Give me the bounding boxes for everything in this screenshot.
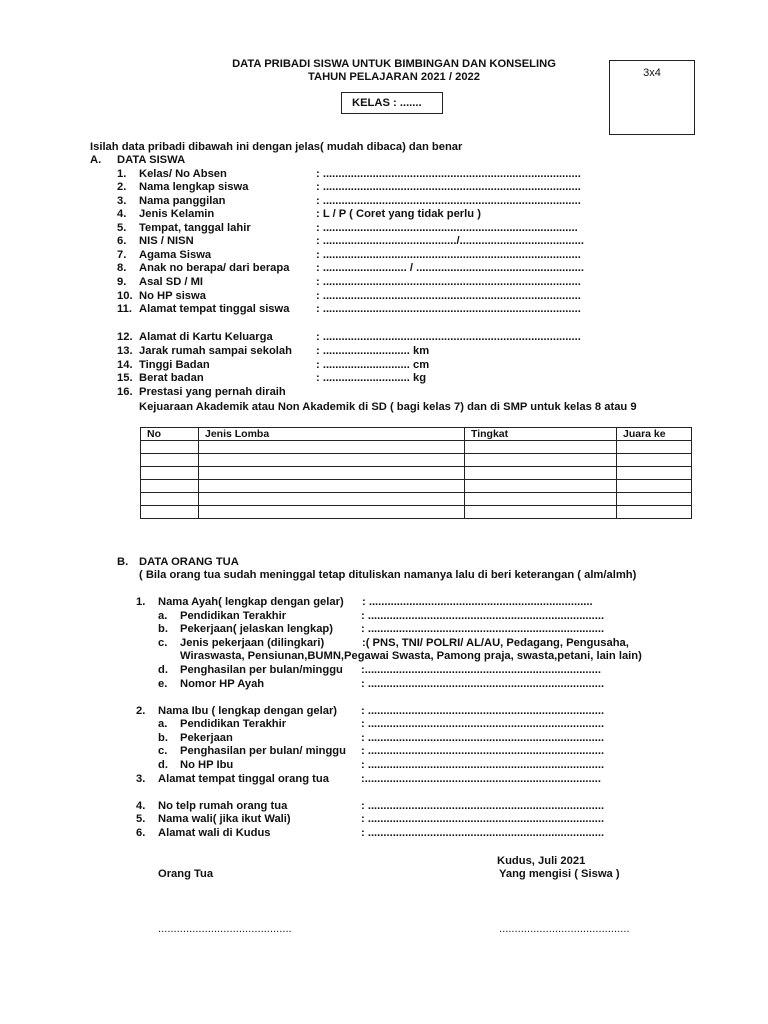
table-row — [141, 480, 692, 493]
field-label: Nama lengkap siswa — [139, 181, 249, 193]
item-number: 1. — [136, 596, 146, 608]
place-date: Kudus, Juli 2021 — [497, 855, 586, 867]
item-number: 2. — [117, 181, 127, 193]
field-value[interactable]: : ............................................................................ — [361, 745, 605, 757]
item-number: 1. — [117, 168, 127, 180]
field-value[interactable]: :............................................................................ — [361, 773, 601, 785]
field-label: Nama Ayah( lengkap dengan gelar) — [158, 596, 344, 608]
field-label: Anak no berapa/ dari berapa — [139, 262, 290, 274]
section-b-title: DATA ORANG TUA — [139, 556, 239, 568]
col-no: No — [141, 428, 199, 441]
sub-letter: a. — [158, 718, 168, 730]
item-number: 15. — [117, 372, 133, 384]
item-number: 6. — [136, 827, 146, 839]
field-value[interactable]: : ................................................................................... — [316, 303, 581, 315]
field-value[interactable]: : ............................................................................ — [361, 732, 605, 744]
col-tingkat: Tingkat — [465, 428, 617, 441]
field-label: Jenis Kelamin — [139, 208, 215, 220]
field-value[interactable]: : ................................................................................... — [316, 195, 581, 207]
field-label: Jarak rumah sampai sekolah — [139, 345, 292, 357]
col-jenis-lomba: Jenis Lomba — [199, 428, 465, 441]
field-value[interactable]: : ................................................................................... — [316, 331, 581, 343]
signature-left-line[interactable]: ........................................... — [158, 923, 292, 935]
sub-letter: c. — [158, 745, 168, 757]
item-number: 2. — [136, 705, 146, 717]
field-value[interactable]: : ............................ cm — [316, 359, 430, 371]
section-a-letter: A. — [90, 154, 102, 166]
section-a-title: DATA SISWA — [117, 154, 186, 166]
item-number: 4. — [117, 208, 127, 220]
table-cell[interactable] — [141, 467, 199, 480]
field-label: Tinggi Badan — [139, 359, 210, 371]
item-number: 5. — [136, 813, 146, 825]
field-value[interactable]: : L / P ( Coret yang tidak perlu ) — [316, 208, 481, 220]
table-cell[interactable] — [465, 480, 617, 493]
field-label: Asal SD / MI — [139, 276, 204, 288]
table-cell[interactable] — [617, 506, 692, 519]
table-cell[interactable] — [199, 493, 465, 506]
signature-right-line[interactable]: .......................................... — [499, 923, 630, 935]
item-number: 13. — [117, 345, 133, 357]
field-label: Pendidikan Terakhir — [180, 610, 287, 622]
sub-letter: a. — [158, 610, 168, 622]
field-value[interactable]: : ................................................................................... — [316, 168, 581, 180]
table-row — [141, 493, 692, 506]
field-label: Penghasilan per bulan/minggu — [180, 664, 343, 676]
sub-letter: d. — [158, 664, 168, 676]
table-cell[interactable] — [199, 441, 465, 454]
field-value[interactable]: : ............................................................................ — [361, 718, 605, 730]
table-cell[interactable] — [199, 454, 465, 467]
field-label: Alamat di Kartu Keluarga — [139, 331, 273, 343]
table-cell[interactable] — [141, 480, 199, 493]
table-cell[interactable] — [465, 454, 617, 467]
table-cell[interactable] — [199, 467, 465, 480]
item-number: 9. — [117, 276, 127, 288]
field-value[interactable]: : .........................................../........................................ — [316, 235, 584, 247]
table-cell[interactable] — [141, 506, 199, 519]
item-number: 16. — [117, 386, 133, 398]
sub-letter: c. — [158, 637, 168, 649]
photo-size-label: 3x4 — [643, 67, 661, 79]
field-value[interactable]: : ............................ kg — [316, 372, 427, 384]
signature-left-label: Orang Tua — [158, 868, 214, 880]
field-value[interactable]: : ............................................................................ — [361, 759, 605, 771]
field-label: Nama wali( jika ikut Wali) — [158, 813, 291, 825]
field-label: Pekerjaan( jelaskan lengkap) — [180, 623, 333, 635]
field-value[interactable]: : ............................................................................ — [361, 623, 605, 635]
form-title: DATA PRIBADI SISWA UNTUK BIMBINGAN DAN KONSELING — [232, 58, 556, 70]
table-cell[interactable] — [465, 506, 617, 519]
table-row — [141, 441, 692, 454]
sub-letter: b. — [158, 623, 168, 635]
item-number: 3. — [136, 773, 146, 785]
table-cell[interactable] — [617, 467, 692, 480]
field-value[interactable]: : ............................ km — [316, 345, 430, 357]
field-label: Nama panggilan — [139, 195, 226, 207]
table-cell[interactable] — [465, 467, 617, 480]
field-value[interactable]: : ................................................................................... — [316, 290, 581, 302]
field-label: No HP Ibu — [180, 759, 234, 771]
field-label: Berat badan — [139, 372, 204, 384]
kelas-box[interactable] — [341, 92, 443, 114]
item-number: 14. — [117, 359, 133, 371]
field-value[interactable]: :( PNS, TNI/ POLRI/ AL/AU, Pedagang, Pengusaha, — [362, 637, 629, 649]
field-label: Agama Siswa — [139, 249, 212, 261]
sub-letter: b. — [158, 732, 168, 744]
table-cell[interactable] — [199, 480, 465, 493]
item-number: 6. — [117, 235, 127, 247]
field-value[interactable]: : .................................................................................. — [316, 222, 578, 234]
table-row — [141, 454, 692, 467]
field-label: Pekerjaan — [180, 732, 233, 744]
field-label: Prestasi yang pernah diraih — [139, 386, 286, 398]
table-header-row — [141, 428, 692, 441]
field-label: Kelas/ No Absen — [139, 168, 227, 180]
field-label: Alamat tempat tinggal siswa — [139, 303, 290, 315]
field-label: Penghasilan per bulan/ minggu — [180, 745, 346, 757]
field-value[interactable]: : ................................................................................... — [316, 181, 581, 193]
item-number: 4. — [136, 800, 146, 812]
field-label: Nama Ibu ( lengkap dengan gelar) — [158, 705, 338, 717]
item-number: 10. — [117, 290, 133, 302]
table-row — [141, 506, 692, 519]
field-label: No HP siswa — [139, 290, 206, 302]
field-value[interactable]: : ............................................................................ — [361, 610, 605, 622]
field-value[interactable]: : ............................................................................ — [361, 705, 605, 717]
item-number: 8. — [117, 262, 127, 274]
table-cell[interactable] — [617, 493, 692, 506]
field-value[interactable]: : ............................................................................ — [361, 813, 605, 825]
field-label: Alamat wali di Kudus — [158, 827, 271, 839]
table-cell[interactable] — [617, 454, 692, 467]
sub-letter: d. — [158, 759, 168, 771]
table-cell[interactable] — [617, 480, 692, 493]
signature-right-label: Yang mengisi ( Siswa ) — [499, 868, 620, 880]
intro-text: Isilah data pribadi dibawah ini dengan jelas( mudah dibaca) dan benar — [90, 141, 463, 153]
field-value[interactable]: : ................................................................................... — [316, 249, 581, 261]
jenis-pekerjaan-options: Wiraswasta, Pensiunan,BUMN,Pegawai Swasta, Pamong praja, swasta,petani, lain lain) — [180, 650, 642, 662]
table-cell[interactable] — [465, 493, 617, 506]
field-value[interactable]: : ................................................................................... — [316, 276, 581, 288]
sub-letter: e. — [158, 678, 168, 690]
section-b-note: ( Bila orang tua sudah meninggal tetap dituliskan namanya lalu di beri keterangan ( alm/almh) — [139, 569, 637, 581]
table-cell[interactable] — [617, 441, 692, 454]
photo-box — [609, 60, 695, 135]
field-value[interactable]: : ........................... / ...................................................... — [316, 262, 584, 274]
field-label: Nomor HP Ayah — [180, 678, 265, 690]
field-value[interactable]: :............................................................................ — [361, 664, 601, 676]
prestasi-table — [140, 427, 692, 519]
table-cell[interactable] — [141, 493, 199, 506]
school-year: TAHUN PELAJARAN 2021 / 2022 — [307, 71, 480, 83]
table-cell[interactable] — [199, 506, 465, 519]
item-number: 11. — [117, 303, 132, 315]
table-cell[interactable] — [141, 454, 199, 467]
field-value[interactable]: : ............................................................................ — [361, 827, 605, 839]
field-label: NIS / NISN — [139, 235, 194, 247]
field-label: Pendidikan Terakhir — [180, 718, 287, 730]
field-value[interactable]: : ........................................................................ — [362, 596, 593, 608]
prestasi-note: Kejuaraan Akademik atau Non Akademik di SD ( bagi kelas 7) dan di SMP untuk kelas 8 atau 9 — [139, 401, 637, 413]
field-value[interactable]: : ............................................................................ — [361, 800, 605, 812]
field-label: Tempat, tanggal lahir — [139, 222, 251, 234]
item-number: 12. — [117, 331, 133, 343]
table-row — [141, 467, 692, 480]
item-number: 5. — [117, 222, 127, 234]
section-b-letter: B. — [117, 556, 129, 568]
field-label: Alamat tempat tinggal orang tua — [158, 773, 329, 785]
kelas-label: KELAS : ....... — [352, 97, 422, 109]
col-juara: Juara ke — [617, 428, 692, 441]
item-number: 7. — [117, 249, 127, 261]
table-cell[interactable] — [141, 441, 199, 454]
table-cell[interactable] — [465, 441, 617, 454]
field-label: Jenis pekerjaan (dilingkari) — [180, 637, 325, 649]
field-label: No telp rumah orang tua — [158, 800, 288, 812]
field-value[interactable]: : ............................................................................ — [361, 678, 605, 690]
item-number: 3. — [117, 195, 127, 207]
